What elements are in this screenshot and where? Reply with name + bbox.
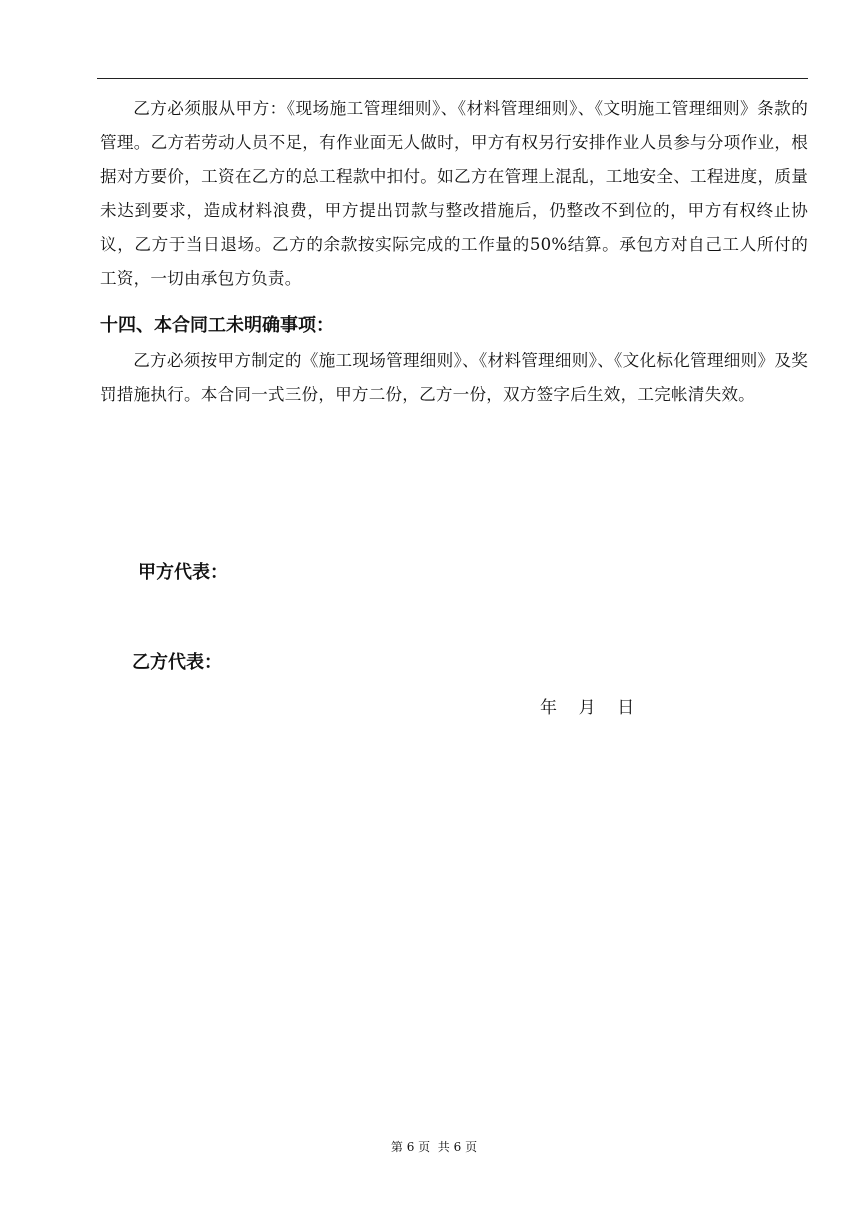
paragraph-execution-terms: 乙方必须按甲方制定的《施工现场管理细则》、《材料管理细则》、《文化标化管理细则》及奖罚措施执行。本合同一式三份，甲方二份，乙方一份，双方签字后生效，工完帐清失效。	[100, 351, 808, 404]
party-a-representative-label: 甲方代表：	[138, 562, 228, 583]
section-heading-unspecified-matters: 十四、本合同工未明确事项：	[100, 315, 334, 336]
header-rule	[97, 78, 808, 79]
page-footer: 第 6 页 共 6 页	[390, 1140, 478, 1154]
signature-date-line: 年 月 日	[540, 698, 635, 718]
party-b-representative-label: 乙方代表：	[132, 652, 222, 673]
paragraph-management-terms: 乙方必须服从甲方：《现场施工管理细则》、《材料管理细则》、《文明施工管理细则》条款的管理。乙方若劳动人员不足，有作业面无人做时，甲方有权另行安排作业人员参与分项作业，根据对方要价，工资在乙方的总工程款中扣付。如乙方在管理上混乱，工地安全、工程进度，质量未达到要求，造成材料浪费，甲方提出罚款与整改措施后，仍整改不到位的，甲方有权终止协议，乙方于当日退场。乙方的余款按实际完成的工作量的50%结算。承包方对自己工人所付的工资，一切由承包方负责。	[100, 99, 808, 288]
